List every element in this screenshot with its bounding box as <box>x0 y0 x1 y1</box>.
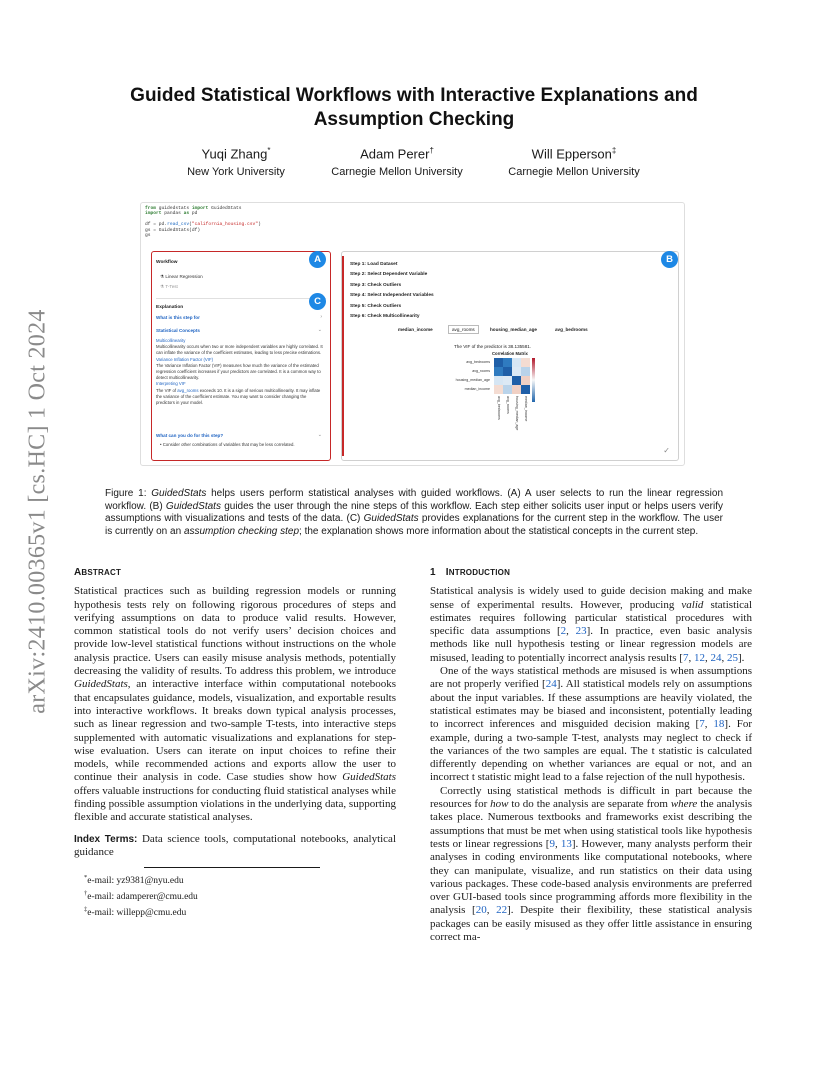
heatmap-cell <box>521 367 530 376</box>
checkmark-icon: ✓ <box>663 446 670 455</box>
flask-icon: ⚗ <box>160 274 166 279</box>
index-terms: Index Terms: Data science tools, computational notebooks, analytical guidance <box>74 832 396 858</box>
steps-list <box>350 260 434 322</box>
workflow-item-linear-regression[interactable]: ⚗ Linear Regression <box>160 274 203 279</box>
what-is-step-link[interactable]: What is this step for <box>156 315 200 320</box>
heatmap-cell <box>521 376 530 385</box>
what-can-you-do-toggle[interactable]: What can you do for this step? <box>156 433 224 438</box>
col-label: avg_bedrooms <box>497 396 501 420</box>
recommendation-bullet: • Consider other combinations of variables that may be less correlated. <box>160 442 295 447</box>
footnote-rule <box>144 867 320 868</box>
step-2[interactable]: Step 2: Select Dependent Variable <box>350 272 428 278</box>
heatmap-cell <box>503 358 512 367</box>
author-1: Yuqi Zhang* New York University <box>187 146 285 179</box>
row-label: housing_median_age <box>455 378 490 382</box>
heatmap-cell <box>512 367 521 376</box>
arxiv-identifier: arXiv:2410.00365v1 [cs.HC] 1 Oct 2024 <box>24 308 51 714</box>
paper-title: Guided Statistical Workflows with Interactive Explanations and Assumption Checking <box>130 85 698 130</box>
statistical-concepts-toggle[interactable]: Statistical Concepts <box>156 328 200 333</box>
abstract-heading: ABSTRACT <box>74 567 122 578</box>
tab-housing-median-age[interactable]: housing_median_age <box>490 327 537 332</box>
footnote-2: †e-mail: adamperer@cmu.edu <box>84 889 198 903</box>
heatmap-cell <box>512 358 521 367</box>
heatmap-cell <box>494 376 503 385</box>
row-label: avg_bedrooms <box>466 360 490 364</box>
tab-avg-bedrooms[interactable]: avg_bedrooms <box>555 327 588 332</box>
workflow-explanation-panel <box>151 251 331 461</box>
row-label: median_income <box>464 387 490 391</box>
row-label: avg_rooms <box>472 369 490 373</box>
concepts-text: Multicollinearity Multicollinearity occurs when two or more independent variables are highly correlated. It can inflate the variance of the coefficient estimates, leading to less precise estimations. Variance Inflation Factor (VIF) The Variance Inflation Factor (VIF) measures how much the variance of the estimated regression coefficient increases if your predictors are correlated. It is a common way to detect multicollinearity. Interpreting VIF The VIF of avg_rooms exceeds 10. It is a sign of serious multicollinearity. It may inflate the variance of the coefficient estimate. You may want to consider changing the predictors in your model. <box>156 338 323 406</box>
heatmap-cell <box>494 367 503 376</box>
abstract-text: Statistical practices such as building regression models or running hypothesis tests rely on following rigorous procedures of steps and verifying assumptions on data to produce valid results. However, common statistical tools do not verify users’ decision choices and provide low-level statistical functions without instructions on the whole analysis practice. Users can easily misuse analysis methods, potentially decreasing the validity of results. To address this problem, we introduce GuidedStats, an interactive interface within computational notebooks that encapsulates guidance, models, visualization, and exportable results into interactive workflows. It breaks down typical analysis processes, such as linear regression and two-sample T-tests, into interactive steps supplemented with automatic visualizations and explanations for step-wise evaluation. Users can iterate on input choices to refine their models, while recommended actions and exports allow the user to continue their analysis in code. Case studies show how GuidedStats offers valuable instructions for conducting fluid statistical analyses while finding possible assumption violations in the underlying data, supporting flexible and accurate statistical analyses. <box>74 585 396 824</box>
footnote-3: ‡e-mail: willepp@cmu.edu <box>84 905 187 918</box>
heatmap-cell <box>503 376 512 385</box>
figure-1-screenshot <box>140 202 685 466</box>
badge-a: A <box>309 251 326 268</box>
step-5[interactable]: Step 5: Check Outliers <box>350 303 402 309</box>
heatmap-cell <box>521 385 530 394</box>
active-indicator <box>342 256 344 456</box>
flask-icon: ⚗ <box>160 284 166 289</box>
col-label: avg_rooms <box>506 396 510 414</box>
heatmap-cell <box>503 385 512 394</box>
step-4[interactable]: Step 4: Select Independent Variables <box>350 293 434 299</box>
author-3: Will Epperson‡ Carnegie Mellon University <box>508 146 640 179</box>
col-label: housing_median_age <box>515 396 519 431</box>
workflow-item-t-test[interactable]: ⚗ T-Test <box>160 284 178 289</box>
figure-caption: Figure 1: GuidedStats helps users perform statistical analyses with guided workflows. (A) A user selects to run the linear regression workflow. (B) GuidedStats guides the user through the nine steps of this workflow. Each step either solicits user input or helps users verify assumptions with visualizations and tests of the data. (C) GuidedStats provides explanations for the current step in the workflow. The user is currently on an assumption checking step; the explanation shows more information about the statistical concepts in the current step. <box>105 488 724 537</box>
heatmap-title: Correlation Matrix <box>492 351 528 356</box>
vif-result: The VIF of the predictor is 38.135581. <box>454 344 532 349</box>
heatmap-cell <box>503 367 512 376</box>
tab-median-income[interactable]: median_income <box>398 327 433 332</box>
badge-b: B <box>661 251 678 268</box>
chevron-right-icon[interactable]: › <box>320 314 322 320</box>
step-6[interactable]: Step 6: Check Multicollinearity <box>350 314 420 320</box>
step-3[interactable]: Step 3: Check Outliers <box>350 282 402 288</box>
right-column <box>430 566 752 944</box>
intro-paragraph-2: One of the ways statistical methods are misused is when assumptions are not properly verified [24]. All statistical models rely on assumptions about the input variables. If these assumptions are heavily violated, the statistical estimates may be biased and inconsistent, potentially leading to incorrect inferences and misguided decision making [7, 18]. For example, during a two-sample T-test, analysts may neglect to check if the variances of the two samples are equal. The t statistic is calculated differently depending on whether variances are equal or not, and an incorrect t statistic might lead to a false rejection of the null hypothesis. <box>430 665 753 784</box>
intro-paragraph-1: Statistical analysis is widely used to guide decision making and make sense of experimental results. However, producing valid statistical estimates requires following particular statistical procedures with specific data assumptions [2, 23]. In practice, even basic analysis methods like null hypothesis testing or linear regression models are misused, leading to potentially incorrect analysis results [7, 12, 24, 25]. <box>430 585 753 664</box>
heatmap-cell <box>494 385 503 394</box>
heatmap-cell <box>512 385 521 394</box>
footnote-1: *e-mail: yz9381@nyu.edu <box>84 874 184 887</box>
chevron-down-icon[interactable]: ⌄ <box>317 327 322 333</box>
heatmap-cell <box>521 358 530 367</box>
heatmap-cell <box>512 376 521 385</box>
introduction-heading: 1 INTRODUCTION <box>430 567 511 578</box>
workflow-heading: Workflow <box>156 260 178 265</box>
divider <box>156 298 326 299</box>
intro-paragraph-3: Correctly using statistical methods is difficult in part because the resources for how to do the analysis are separate from where the analysis takes place. Numerous textbooks and frameworks exist describing the assumptions that must be met when using statistical tools like hypothesis tests or linear regressions [9, 13]. However, many analysts perform their analyses in coding environments like computational notebooks, where they can manipulate, visualize, and run statistics on their data using various packages. These code-based analysis environments are preferred over GUI-based tools since programming affords more flexibility in the analysis [20, 22]. Despite their flexibility, these statistical analysis packages can be easily misused as they offer little assistance in ensuring correct ma- <box>430 784 752 944</box>
workflow-steps-panel <box>341 251 679 461</box>
left-column <box>74 566 396 919</box>
badge-c: C <box>309 293 326 310</box>
code-cell: from guidedstats import GuidedStats import pandas as pd df = pd.read_csv("california_housing.csv") gs = GuidedStats(df) gs <box>145 206 261 239</box>
author-2: Adam Perer† Carnegie Mellon University <box>331 146 463 179</box>
col-label: median_income <box>524 396 528 422</box>
heatmap-cell <box>494 358 503 367</box>
explanation-heading: Explanation <box>156 305 184 310</box>
step-1[interactable]: Step 1: Load Dataset <box>350 262 398 267</box>
colorbar <box>532 358 535 402</box>
tab-avg-rooms[interactable]: avg_rooms <box>448 325 479 334</box>
chevron-down-icon[interactable]: ⌄ <box>317 432 322 438</box>
